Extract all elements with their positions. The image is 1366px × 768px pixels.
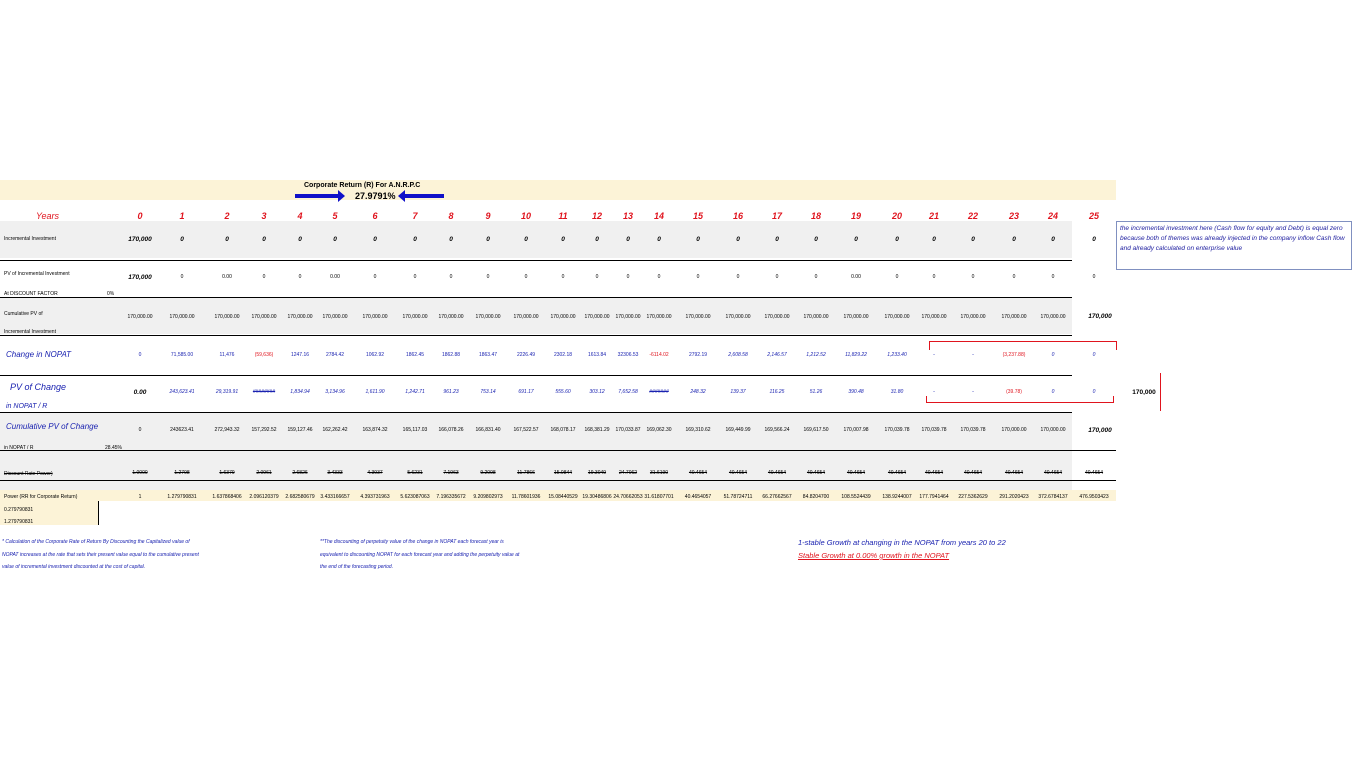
- values-cell[interactable]: 170,000.00: [251, 314, 277, 320]
- values-cell[interactable]: 170,000.00: [1001, 314, 1027, 320]
- values-cell[interactable]: 169,062.30: [646, 427, 672, 433]
- values-cell[interactable]: 0: [1092, 274, 1096, 280]
- values-cell[interactable]: 0: [854, 236, 858, 243]
- values-cell[interactable]: 0: [138, 352, 142, 358]
- values-cell[interactable]: 0.00: [851, 274, 861, 280]
- stable-growth-note: 1-stable Growth at changing in the NOPAT from years 20 to 22: [798, 538, 1006, 547]
- values-cell[interactable]: 24.70662053: [613, 494, 643, 500]
- values-cell[interactable]: 15.08440529: [548, 494, 578, 500]
- discount-factor-value: 0%: [107, 291, 115, 297]
- values-cell[interactable]: 170,000.00: [169, 314, 195, 320]
- values-cell[interactable]: 0: [486, 274, 490, 280]
- row-divider: [0, 375, 1072, 376]
- values-cell[interactable]: 753.14: [480, 389, 496, 395]
- values-cell[interactable]: 4.393731963: [360, 494, 390, 500]
- values-cell[interactable]: 40.4654: [728, 470, 748, 476]
- values-cell[interactable]: 390.48: [848, 389, 864, 395]
- values-cell[interactable]: 170,000.00: [322, 314, 348, 320]
- values-cell[interactable]: 4.3937: [367, 470, 383, 476]
- values-cell[interactable]: 0: [1012, 236, 1016, 243]
- values-cell[interactable]: 15.0844: [553, 470, 573, 476]
- values-cell[interactable]: 0: [486, 236, 490, 243]
- row-divider: [0, 480, 1116, 481]
- values-cell[interactable]: 2784.42: [325, 352, 345, 358]
- values-cell[interactable]: 0: [814, 274, 818, 280]
- values-cell[interactable]: 0: [561, 274, 565, 280]
- values-cell[interactable]: 303.12: [589, 389, 605, 395]
- values-cell[interactable]: 84.8204700: [802, 494, 830, 500]
- values-cell[interactable]: 0: [1051, 236, 1055, 243]
- values-cell[interactable]: 1,212.52: [806, 352, 826, 358]
- values-cell[interactable]: 2.682580679: [285, 494, 315, 500]
- values-cell[interactable]: 0: [932, 274, 936, 280]
- values-cell[interactable]: 0: [298, 274, 302, 280]
- note-box: the incremental investment here (Cash flow for equity and Debt) is equal zero because both of themes was already injected in the company inflow Cash flow and already calculated on enterprise value: [1116, 221, 1352, 270]
- years-cell[interactable]: 22: [967, 211, 979, 221]
- values-cell[interactable]: 170,039.78: [921, 427, 947, 433]
- values-cell[interactable]: 0: [413, 236, 417, 243]
- sheet-title: Corporate Return (R) For A.N.R.P.C: [304, 182, 421, 189]
- values-cell[interactable]: 0: [1012, 274, 1016, 280]
- values-cell[interactable]: 3,134.96: [325, 389, 345, 395]
- values-cell[interactable]: 168,381.29: [584, 427, 610, 433]
- values-cell[interactable]: 170,000.00: [584, 314, 610, 320]
- cumulative-pv-change-end: 170,000: [1088, 427, 1112, 434]
- values-cell[interactable]: 170,000.00: [843, 314, 869, 320]
- bracket-annotation: [929, 341, 1117, 350]
- band-row: [0, 221, 1072, 258]
- values-cell[interactable]: 1062.92: [365, 352, 385, 358]
- values-cell[interactable]: 169,566.24: [764, 427, 790, 433]
- values-cell[interactable]: 169,449.99: [725, 427, 751, 433]
- values-cell[interactable]: 2.096120379: [249, 494, 279, 500]
- years-cell[interactable]: 17: [771, 211, 783, 221]
- footnote-line: the end of the forecasting period.: [320, 564, 394, 570]
- years-cell[interactable]: 7: [412, 211, 418, 221]
- values-cell[interactable]: 3.4333: [327, 470, 343, 476]
- values-cell[interactable]: 0: [373, 236, 377, 243]
- values-cell[interactable]: 170,000.00: [475, 314, 501, 320]
- values-cell[interactable]: 162,262.42: [322, 427, 348, 433]
- values-cell[interactable]: 19.3049: [587, 470, 607, 476]
- footnote-left: [2, 536, 199, 574]
- values-cell[interactable]: 169,617.50: [803, 427, 829, 433]
- values-cell[interactable]: 1862.88: [441, 352, 461, 358]
- values-cell[interactable]: 0.00: [222, 274, 232, 280]
- values-cell[interactable]: 66.27662567: [762, 494, 792, 500]
- values-cell[interactable]: 31.6190: [649, 470, 669, 476]
- values-cell[interactable]: 32306.53: [617, 352, 639, 358]
- values-cell[interactable]: -6114.02: [649, 352, 669, 358]
- years-cell[interactable]: 16: [732, 211, 744, 221]
- years-cell[interactable]: 12: [591, 211, 603, 221]
- values-cell[interactable]: 170,000.00: [513, 314, 539, 320]
- marker-line: [1160, 373, 1161, 411]
- values-cell[interactable]: 0: [932, 236, 936, 243]
- values-cell[interactable]: 40.4654: [963, 470, 983, 476]
- values-cell[interactable]: 372.6784137: [1038, 494, 1068, 500]
- row-divider: [0, 335, 1072, 336]
- values-cell[interactable]: 0.00: [330, 274, 340, 280]
- values-cell[interactable]: 0: [895, 236, 899, 243]
- row-divider: [0, 450, 1116, 451]
- years-label: Years: [36, 211, 60, 221]
- values-cell[interactable]: 170,000.00: [764, 314, 790, 320]
- values-cell[interactable]: 1.6379: [219, 470, 235, 476]
- values-cell[interactable]: 170,000.00: [615, 314, 641, 320]
- values-cell[interactable]: 2302.18: [553, 352, 573, 358]
- values-cell[interactable]: 0: [298, 236, 302, 243]
- years-cell[interactable]: 10: [520, 211, 532, 221]
- values-cell[interactable]: 0: [657, 236, 661, 243]
- values-cell[interactable]: 476.9503423: [1079, 494, 1109, 500]
- footnote-line: **The discounting of perpetuity value of the change in NOPAT each forecast year is: [320, 539, 504, 545]
- values-cell[interactable]: 1,834.94: [290, 389, 310, 395]
- row-divider: [0, 412, 1072, 413]
- values-cell[interactable]: 170,000.00: [884, 314, 910, 320]
- values-cell[interactable]: 291.2020423: [999, 494, 1029, 500]
- values-cell[interactable]: 24.7062: [618, 470, 638, 476]
- years-cell[interactable]: 14: [653, 211, 665, 221]
- values-cell[interactable]: 1,611.90: [365, 389, 385, 395]
- values-cell[interactable]: -: [972, 352, 974, 358]
- values-cell[interactable]: 170,033.87: [615, 427, 641, 433]
- values-cell[interactable]: 1863.47: [478, 352, 498, 358]
- values-cell[interactable]: 163,874.32: [362, 427, 388, 433]
- values-cell[interactable]: 11,476: [219, 352, 235, 358]
- values-cell[interactable]: 7.196335672: [436, 494, 466, 500]
- values-cell[interactable]: 165,117.03: [402, 427, 428, 433]
- values-cell[interactable]: 0: [814, 236, 818, 243]
- values-cell[interactable]: 11.78601936: [511, 494, 541, 500]
- values-cell[interactable]: 170,000.00: [1040, 427, 1066, 433]
- years-cell[interactable]: 21: [928, 211, 940, 221]
- cumulative-pv-change-label: Cumulative PV of Change: [6, 422, 99, 431]
- values-cell[interactable]: 51.26: [809, 389, 823, 395]
- values-cell[interactable]: 177.7941464: [919, 494, 949, 500]
- values-cell[interactable]: 1.279790831: [167, 494, 197, 500]
- footnote-line: NOPAT increases at the rate that sets their present value equal to the cumulative present: [2, 551, 199, 558]
- values-cell[interactable]: 170,007.98: [843, 427, 869, 433]
- values-cell[interactable]: 166,831.40: [475, 427, 501, 433]
- values-cell[interactable]: 1,233.40: [887, 352, 907, 358]
- values-cell[interactable]: 40.4654: [1084, 470, 1104, 476]
- footnote-line: equivalent to discounting NOPAT for each forecast year and adding the perpetuity value at: [320, 551, 520, 558]
- values-cell[interactable]: 1: [138, 494, 142, 500]
- cumulative-pv-end: 170,000: [1088, 313, 1112, 320]
- cumulative-pv-label: Cumulative PV of: [4, 311, 43, 317]
- values-cell[interactable]: 71,585.00: [170, 352, 194, 358]
- values-cell[interactable]: 0: [971, 236, 975, 243]
- values-cell[interactable]: 0: [561, 236, 565, 243]
- years-cell[interactable]: 3: [261, 211, 267, 221]
- years-cell[interactable]: 24: [1047, 211, 1059, 221]
- footnote-line: * Calculation of the Corporate Rate of Return By Discounting the Capitalized value of: [2, 539, 190, 545]
- stable-growth-rate: Stable Growth at 0.00% growth in the NOPAT: [798, 551, 950, 560]
- values-cell[interactable]: 1613.84: [587, 352, 607, 358]
- cumulative-pv-change-label-2: in NOPAT / R: [4, 445, 34, 451]
- bracket-annotation: [926, 396, 1114, 403]
- values-cell[interactable]: 0: [524, 236, 528, 243]
- values-cell[interactable]: 0: [895, 274, 899, 280]
- values-cell[interactable]: 108.5524439: [841, 494, 871, 500]
- values-cell[interactable]: 170,039.78: [960, 427, 986, 433]
- values-cell[interactable]: 29,319.91: [215, 389, 239, 395]
- values-cell[interactable]: (59,636): [254, 352, 274, 358]
- values-cell[interactable]: ########: [252, 389, 276, 395]
- values-cell[interactable]: (3,237.88): [1002, 352, 1026, 358]
- values-cell[interactable]: 0: [626, 236, 630, 243]
- values-cell[interactable]: 170,000.00: [402, 314, 428, 320]
- years-cell[interactable]: 0: [137, 211, 143, 221]
- years-cell[interactable]: 18: [810, 211, 822, 221]
- values-cell[interactable]: 170,000.00: [960, 314, 986, 320]
- values-cell[interactable]: 169,310.62: [685, 427, 711, 433]
- values-cell[interactable]: 0: [626, 274, 630, 280]
- values-cell[interactable]: 0: [138, 427, 142, 433]
- values-cell[interactable]: 0: [696, 236, 700, 243]
- values-cell[interactable]: 170,000: [128, 236, 152, 243]
- values-cell[interactable]: 9.2098: [480, 470, 496, 476]
- values-cell[interactable]: 40.4654: [806, 470, 826, 476]
- values-cell[interactable]: 0: [775, 274, 779, 280]
- values-cell[interactable]: 170,000.00: [803, 314, 829, 320]
- values-cell[interactable]: 248.32: [690, 389, 706, 395]
- values-cell[interactable]: 1862.45: [405, 352, 425, 358]
- change-nopat-label: Change in NOPAT: [6, 350, 72, 359]
- values-cell[interactable]: 138.9244007: [882, 494, 912, 500]
- band-row: [0, 450, 1072, 490]
- values-cell[interactable]: 0: [413, 274, 417, 280]
- values-cell[interactable]: 40.4654: [688, 470, 708, 476]
- years-cell[interactable]: 6: [372, 211, 378, 221]
- values-cell[interactable]: 0: [1051, 389, 1055, 395]
- values-cell[interactable]: 0: [736, 236, 740, 243]
- values-cell[interactable]: 170,000.00: [646, 314, 672, 320]
- values-cell[interactable]: 31.61807701: [644, 494, 674, 500]
- pv-incremental-label: PV of Incremental Investment: [4, 271, 70, 277]
- values-cell[interactable]: -: [933, 389, 935, 395]
- values-cell[interactable]: 5.6231: [407, 470, 423, 476]
- values-cell[interactable]: 170,000.00: [685, 314, 711, 320]
- values-cell[interactable]: 170,000.00: [438, 314, 464, 320]
- row-divider: [0, 260, 1072, 261]
- values-cell[interactable]: 116.25: [769, 389, 785, 395]
- values-cell[interactable]: 40.4654: [887, 470, 907, 476]
- values-cell[interactable]: 7.1963: [443, 470, 459, 476]
- values-cell[interactable]: 170,000.00: [1001, 427, 1027, 433]
- values-cell[interactable]: 170,000.00: [550, 314, 576, 320]
- values-cell[interactable]: 11.7866: [517, 470, 535, 476]
- rate-value-1: 0.279790831: [4, 507, 34, 513]
- cumulative-pv-label-2: Incremental Investment: [4, 329, 56, 335]
- values-cell[interactable]: 0: [1051, 352, 1055, 358]
- pv-change-label: PV of Change: [10, 382, 67, 392]
- values-cell[interactable]: 0: [1051, 274, 1055, 280]
- values-cell[interactable]: 170,000.00: [214, 314, 240, 320]
- values-cell[interactable]: 7,652.58: [618, 389, 638, 395]
- values-cell[interactable]: 1.2798: [174, 470, 190, 476]
- values-cell[interactable]: 40.4654: [1043, 470, 1063, 476]
- values-cell[interactable]: 19.30486806: [582, 494, 612, 500]
- values-cell[interactable]: 0: [595, 236, 599, 243]
- values-cell[interactable]: 0: [225, 236, 229, 243]
- values-cell[interactable]: 2.0961: [256, 470, 272, 476]
- corporate-return-value[interactable]: 27.9791%: [355, 191, 396, 201]
- values-cell[interactable]: 5.623087063: [400, 494, 430, 500]
- values-cell[interactable]: -: [933, 352, 935, 358]
- values-cell[interactable]: (39.78): [1006, 389, 1022, 395]
- values-cell[interactable]: 40.4654057: [684, 494, 712, 500]
- years-cell[interactable]: 9: [485, 211, 491, 221]
- values-cell[interactable]: 0: [736, 274, 740, 280]
- values-cell[interactable]: 0: [262, 274, 266, 280]
- years-cell[interactable]: 23: [1008, 211, 1020, 221]
- values-cell[interactable]: 227.5362629: [958, 494, 988, 500]
- arrow-left-icon: [404, 194, 444, 198]
- values-cell[interactable]: 31.80: [890, 389, 904, 395]
- years-cell[interactable]: 25: [1088, 211, 1100, 221]
- values-cell[interactable]: 2,608.58: [728, 352, 748, 358]
- values-cell[interactable]: 272,943.32: [214, 427, 240, 433]
- years-cell[interactable]: 13: [622, 211, 634, 221]
- values-cell[interactable]: 0: [449, 236, 453, 243]
- power-label: Power (RR for Corporate Return): [4, 494, 78, 500]
- values-cell[interactable]: 139.37: [730, 389, 746, 395]
- years-cell[interactable]: 11: [558, 211, 568, 221]
- values-cell[interactable]: 2,146.57: [767, 352, 787, 358]
- values-cell[interactable]: 0: [971, 274, 975, 280]
- values-cell[interactable]: 170,000.00: [362, 314, 388, 320]
- values-cell[interactable]: 1247.16: [290, 352, 310, 358]
- row-divider: [0, 297, 1072, 298]
- values-cell[interactable]: 1,242.71: [405, 389, 425, 395]
- years-cell[interactable]: 5: [332, 211, 338, 221]
- values-cell[interactable]: 2.6826: [292, 470, 308, 476]
- footnote-line: value of incremental investment discounted at the cost of capital.: [2, 564, 146, 570]
- pv-change-end: 170,000: [1132, 389, 1156, 396]
- values-cell[interactable]: 0: [657, 274, 661, 280]
- discount-factor-label: At DISCOUNT FACTOR: [4, 291, 58, 297]
- pv-change-label-2: in NOPAT / R: [6, 403, 48, 410]
- values-cell[interactable]: 0.00: [133, 389, 147, 396]
- years-cell[interactable]: 2: [224, 211, 230, 221]
- values-cell[interactable]: 170,000.00: [725, 314, 751, 320]
- footnote-middle: [320, 536, 519, 574]
- years-cell[interactable]: 1: [179, 211, 185, 221]
- years-cell[interactable]: 20: [891, 211, 903, 221]
- values-cell[interactable]: 157,292.52: [251, 427, 277, 433]
- values-cell[interactable]: 0: [775, 236, 779, 243]
- values-cell[interactable]: 170,000.00: [1040, 314, 1066, 320]
- values-cell[interactable]: 0: [1092, 236, 1096, 243]
- rate-value-2: 1.279790831: [4, 519, 34, 525]
- values-cell[interactable]: 170,000: [128, 274, 152, 281]
- values-cell[interactable]: 0: [1092, 352, 1096, 358]
- values-cell[interactable]: 159,127.46: [287, 427, 313, 433]
- values-cell[interactable]: 0: [262, 236, 266, 243]
- discount-rate-power-label: Discount Rate Power): [4, 471, 53, 477]
- values-cell[interactable]: 0: [180, 274, 184, 280]
- cumulative-pv-change-rate: 28.45%: [105, 445, 122, 451]
- values-cell[interactable]: 170,000.00: [287, 314, 313, 320]
- values-cell[interactable]: 243623.41: [170, 427, 194, 433]
- values-cell[interactable]: 168,078.17: [550, 427, 576, 433]
- values-cell[interactable]: 40.4654: [1004, 470, 1024, 476]
- values-cell[interactable]: 1.0000: [132, 470, 148, 476]
- arrow-right-icon: [295, 194, 339, 198]
- values-cell[interactable]: 9.209802973: [473, 494, 503, 500]
- values-cell[interactable]: 555.60: [555, 389, 571, 395]
- values-cell[interactable]: 170,000.00: [921, 314, 947, 320]
- values-cell[interactable]: 0: [333, 236, 337, 243]
- values-cell[interactable]: 40.4654: [767, 470, 787, 476]
- values-cell[interactable]: 0: [449, 274, 453, 280]
- years-cell[interactable]: 8: [448, 211, 454, 221]
- incremental-investment-label: Incremental Investment: [4, 236, 56, 242]
- values-cell[interactable]: 243,623.41: [169, 389, 195, 395]
- values-cell[interactable]: 167,522.57: [513, 427, 539, 433]
- values-cell[interactable]: 961.23: [443, 389, 459, 395]
- values-cell[interactable]: 40.4654: [924, 470, 944, 476]
- years-cell[interactable]: 19: [850, 211, 862, 221]
- values-cell[interactable]: 691.17: [518, 389, 534, 395]
- values-cell[interactable]: -: [972, 389, 974, 395]
- values-cell[interactable]: 166,078.26: [438, 427, 464, 433]
- values-cell[interactable]: 170,039.78: [884, 427, 910, 433]
- values-cell[interactable]: 1.637868406: [212, 494, 242, 500]
- values-cell[interactable]: 170,000.00: [127, 314, 153, 320]
- values-cell[interactable]: 0: [1092, 389, 1096, 395]
- values-cell[interactable]: 11,829.22: [845, 352, 867, 358]
- values-cell[interactable]: 3.433166657: [320, 494, 350, 500]
- values-cell[interactable]: 40.4654: [846, 470, 866, 476]
- values-cell[interactable]: #######: [649, 389, 669, 395]
- values-cell[interactable]: 2226.49: [516, 352, 536, 358]
- values-cell[interactable]: 0: [373, 274, 377, 280]
- years-cell[interactable]: 15: [692, 211, 704, 221]
- values-cell[interactable]: 0: [696, 274, 700, 280]
- values-cell[interactable]: 51.78724711: [723, 494, 753, 500]
- years-cell[interactable]: 4: [297, 211, 303, 221]
- title-bar: [0, 180, 1116, 200]
- values-cell[interactable]: 2792.19: [688, 352, 708, 358]
- values-cell[interactable]: 0: [595, 274, 599, 280]
- values-cell[interactable]: 0: [524, 274, 528, 280]
- values-cell[interactable]: 0: [180, 236, 184, 243]
